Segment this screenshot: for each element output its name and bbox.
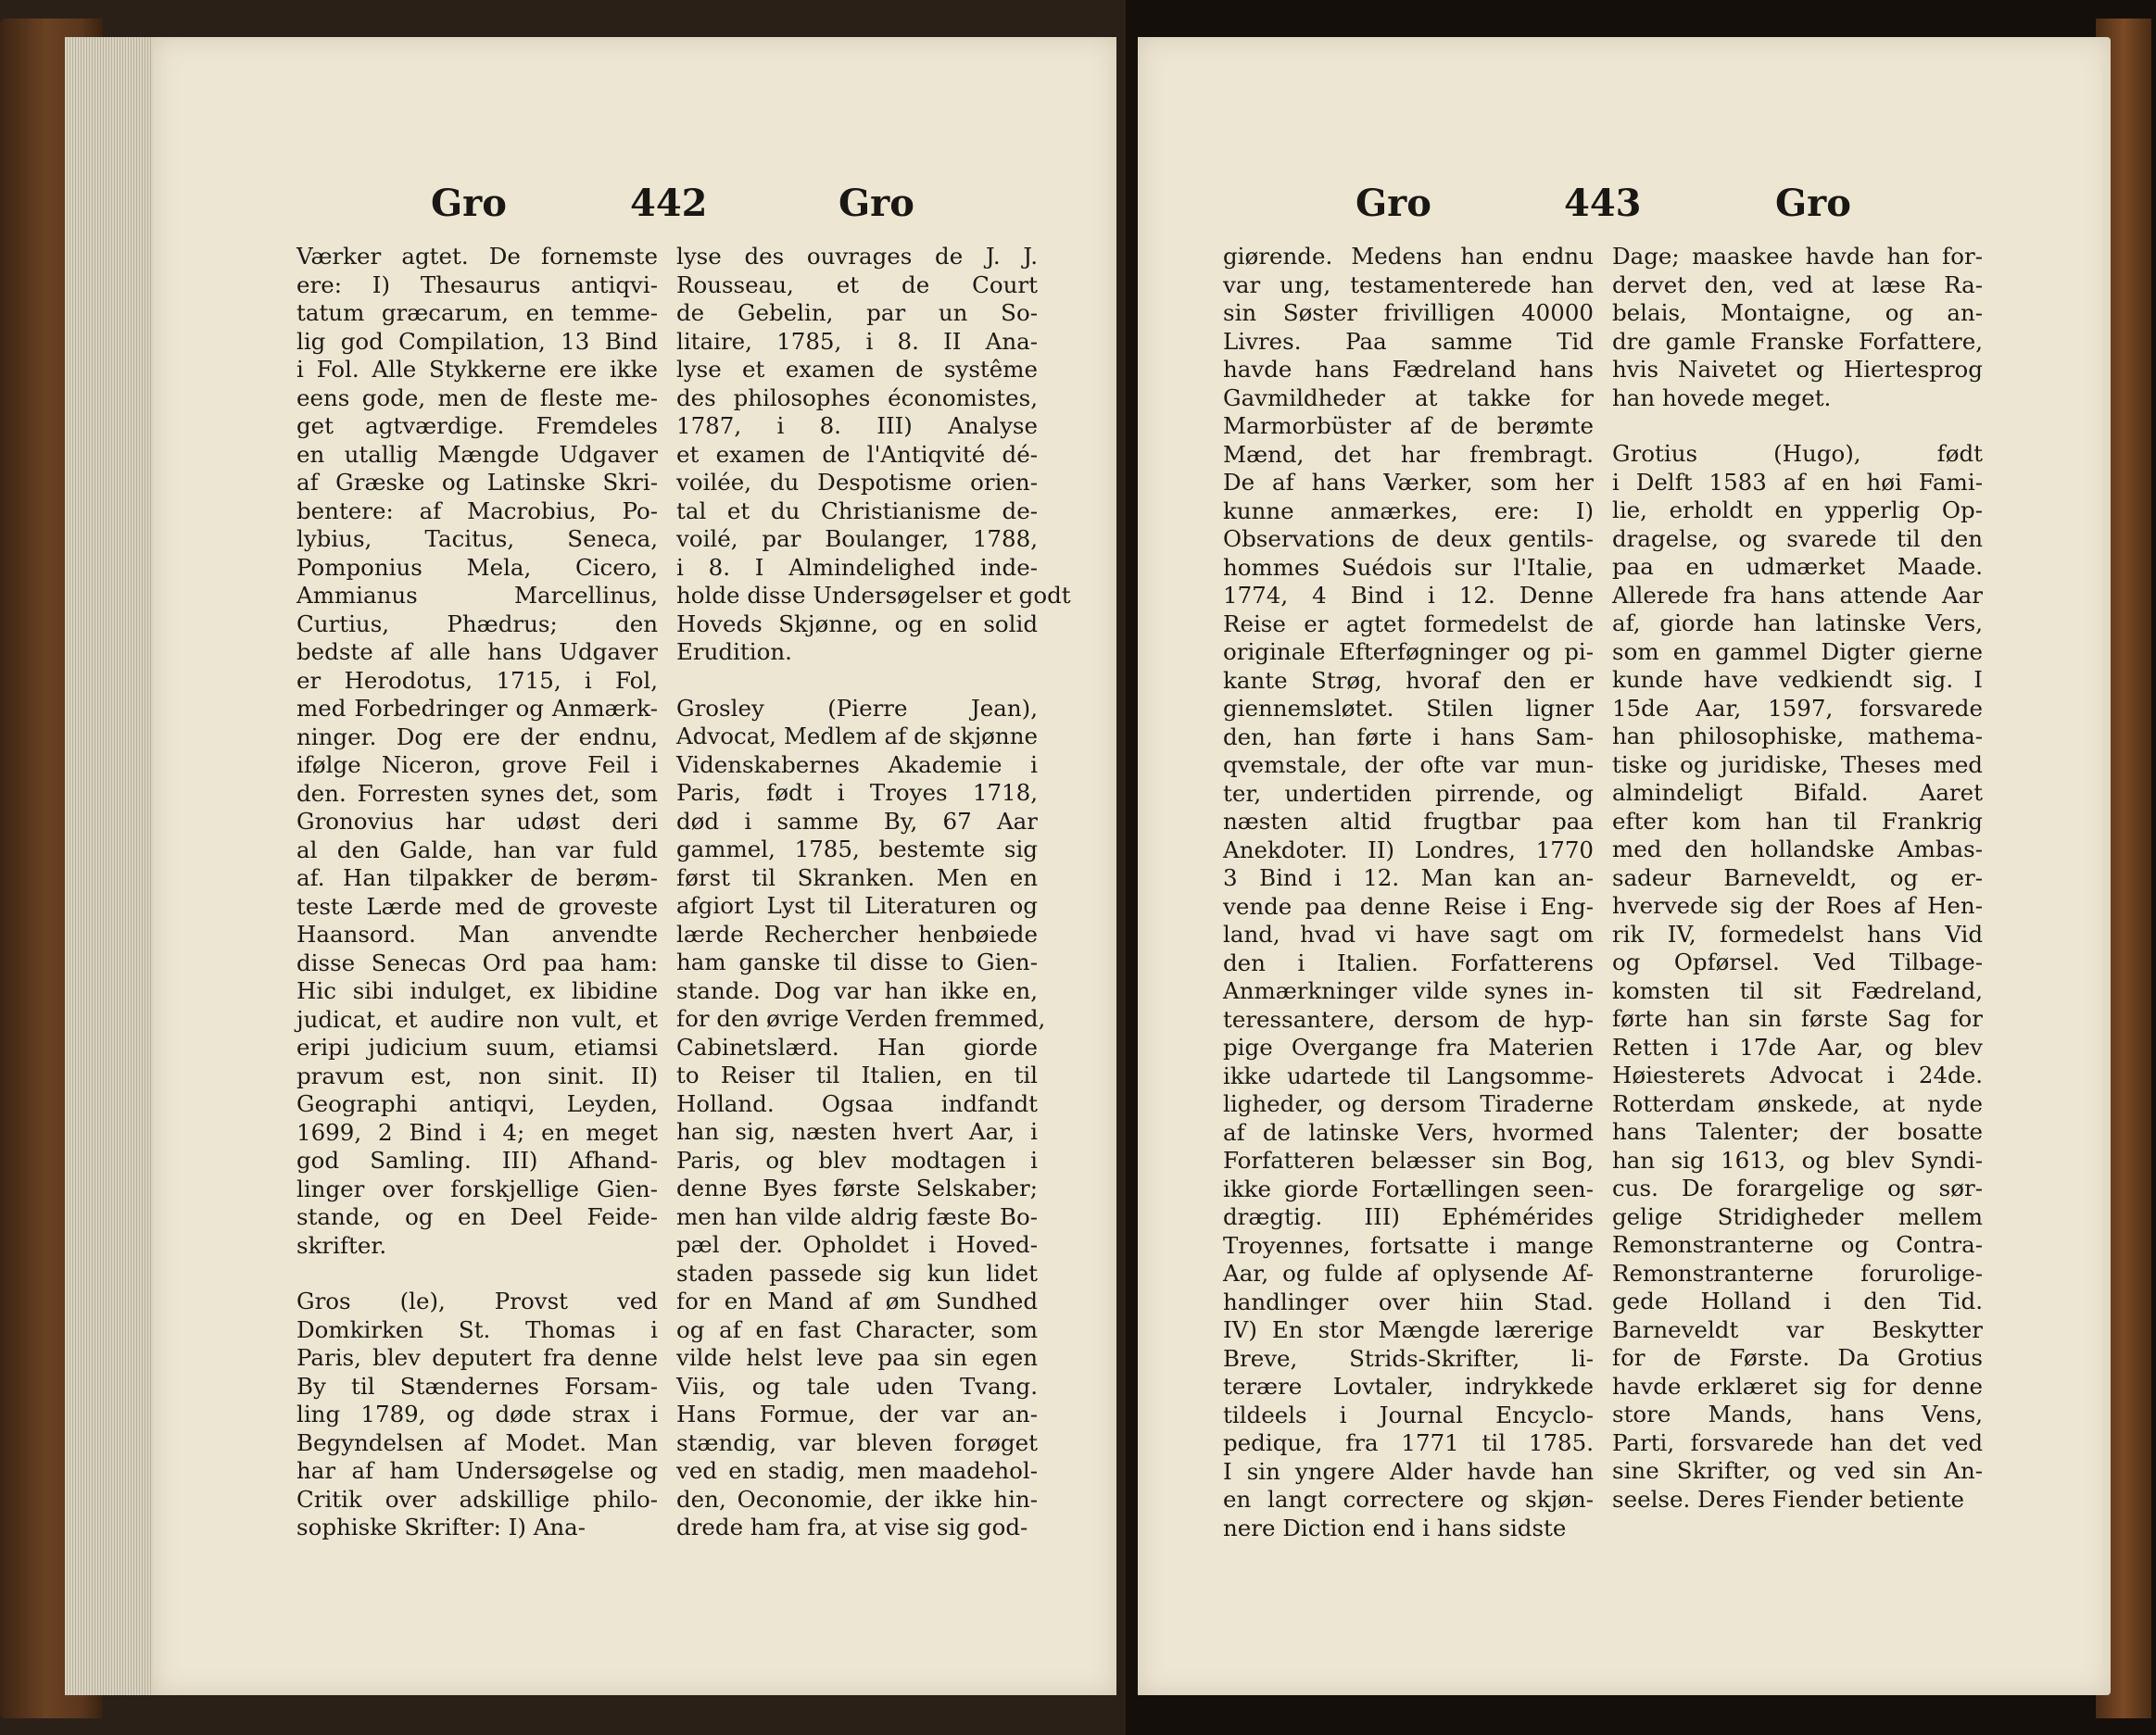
text-line: Aar, og fulde af oplysende Af- bbox=[1223, 1260, 1594, 1287]
text-line: af. Han tilpakker de berøm- bbox=[296, 864, 658, 891]
paragraph bbox=[1612, 440, 1983, 1514]
text-line: pige Overgange fra Materien bbox=[1223, 1034, 1594, 1061]
text-line: Rotterdam ønskede, at nyde bbox=[1612, 1089, 1983, 1117]
text-line: denne Byes første Selskaber; bbox=[676, 1175, 1038, 1201]
text-line: Critik over adskillige philo- bbox=[296, 1485, 658, 1513]
text-line: drede ham fra, at vise sig god- bbox=[676, 1514, 1028, 1540]
header-left-word: Gro bbox=[1355, 182, 1431, 225]
text-line: han sig 1613, og blev Syndi- bbox=[1612, 1146, 1983, 1174]
right-page bbox=[1138, 37, 2111, 1695]
text-line: IV) En stor Mængde lærerige bbox=[1223, 1316, 1594, 1343]
text-line: kante Strøg, hvoraf den er bbox=[1223, 666, 1594, 694]
text-line: et examen de l'Antiqvité dé- bbox=[676, 440, 1038, 468]
text-line: rik IV, formedelst hans Vid bbox=[1612, 920, 1983, 948]
text-line: Gronovius har udøst deri bbox=[296, 808, 658, 835]
text-line: lærde Rechercher henbøiede bbox=[676, 920, 1038, 948]
text-line: 1774, 4 Bind i 12. Denne bbox=[1223, 582, 1594, 609]
text-line: afgiort Lyst til Literaturen og bbox=[676, 892, 1038, 919]
text-line: hvis Naivetet og Hiertesprog bbox=[1612, 356, 1983, 383]
text-line: Rousseau, et de Court bbox=[676, 270, 1038, 298]
page-header bbox=[153, 176, 1116, 241]
text-line: ter, undertiden pirrende, og bbox=[1223, 779, 1594, 807]
text-line: Observations de deux gentils- bbox=[1223, 525, 1594, 552]
text-line: By til Stændernes Forsam- bbox=[296, 1372, 658, 1400]
text-line: havde erklæret sig for denne bbox=[1612, 1372, 1983, 1400]
text-line: kunne anmærkes, ere: I) bbox=[1223, 497, 1594, 524]
text-line: en langt correctere og skjøn- bbox=[1223, 1486, 1594, 1513]
text-line: Paris, og blev modtagen i bbox=[676, 1146, 1038, 1174]
text-line: stande, og en Deel Feide- bbox=[296, 1203, 658, 1230]
text-line: lyse des ouvrages de J. J. bbox=[676, 243, 1038, 270]
text-line: judicat, et audire non vult, et bbox=[296, 1005, 658, 1033]
text-line: og Opførsel. Ved Tilbage- bbox=[1612, 949, 1983, 975]
text-line: giennemsløtet. Stilen ligner bbox=[1223, 695, 1594, 722]
text-line: Retten i 17de Aar, og blev bbox=[1612, 1033, 1983, 1061]
text-line: gammel, 1785, bestemte sig bbox=[676, 836, 1038, 862]
text-line: han philosophiske, mathema- bbox=[1612, 723, 1983, 749]
text-line: stande. Dog var han ikke en, bbox=[676, 976, 1038, 1004]
text-line: Remonstranterne forurolige- bbox=[1612, 1259, 1983, 1287]
text-line: af, giorde han latinske Vers, bbox=[1612, 610, 1983, 636]
text-line: Marmorbüster af de berømte bbox=[1223, 412, 1594, 439]
text-line: originale Efterføgninger og pi- bbox=[1223, 638, 1594, 665]
text-line: i 8. I Almindelighed inde- bbox=[676, 553, 1038, 581]
text-line: Livres. Paa samme Tid bbox=[1223, 327, 1594, 355]
text-line: Dage; maaskee havde han for- bbox=[1612, 243, 1983, 270]
text-line: var ung, testamenterede han bbox=[1223, 270, 1594, 298]
text-line: terære Lovtaler, indrykkede bbox=[1223, 1373, 1594, 1400]
text-line: komsten til sit Fædreland, bbox=[1612, 976, 1983, 1004]
text-line: Grosley (Pierre Jean), bbox=[676, 694, 1038, 722]
text-line: ligheder, og dersom Tiraderne bbox=[1223, 1090, 1594, 1117]
text-line: Holland. Ogsaa indfandt bbox=[676, 1089, 1038, 1117]
text-line: Allerede fra hans attende Aar bbox=[1612, 581, 1983, 609]
text-line: Ammianus Marcellinus, bbox=[296, 582, 658, 609]
text-line: er Herodotus, 1715, i Fol, bbox=[296, 666, 658, 694]
text-line: har af ham Undersøgelse og bbox=[296, 1457, 658, 1484]
text-line: sin Søster frivilligen 40000 bbox=[1223, 299, 1594, 326]
text-line: men han vilde aldrig fæste Bo- bbox=[676, 1202, 1038, 1230]
text-line: Værker agtet. De fornemste bbox=[296, 243, 658, 270]
page-edges-left bbox=[65, 37, 167, 1695]
text-line: ved en stadig, men maadehol- bbox=[676, 1457, 1038, 1484]
text-line: Hic sibi indulget, ex libidine bbox=[296, 977, 658, 1004]
text-line: Erudition. bbox=[676, 638, 792, 665]
text-line: ere: I) Thesaurus antiqvi- bbox=[296, 270, 658, 298]
text-line: og af en fast Character, som bbox=[676, 1315, 1038, 1343]
text-line: ikke giorde Fortællingen seen- bbox=[1223, 1175, 1594, 1202]
text-line: med Forbedringer og Anmærk- bbox=[296, 695, 658, 722]
text-line: lig god Compilation, 13 Bind bbox=[296, 327, 658, 355]
text-line: Remonstranterne og Contra- bbox=[1612, 1231, 1983, 1258]
text-line: 15de Aar, 1597, forsvarede bbox=[1612, 694, 1983, 722]
text-line: Grotius (Hugo), født bbox=[1612, 440, 1983, 467]
text-line: sophiske Skrifter: I) Ana- bbox=[296, 1514, 586, 1540]
text-line: stændig, var bleven forøget bbox=[676, 1428, 1038, 1456]
text-line: med den hollandske Ambas- bbox=[1612, 836, 1983, 862]
text-line: Reise er agtet formedelst de bbox=[1223, 610, 1594, 637]
text-line: den, han førte i hans Sam- bbox=[1223, 723, 1594, 750]
text-line: bentere: af Macrobius, Po- bbox=[296, 497, 658, 524]
text-line: lybius, Tacitus, Seneca, bbox=[296, 525, 658, 552]
text-line: ifølge Niceron, grove Feil i bbox=[296, 751, 658, 778]
text-line: teste Lærde med de groveste bbox=[296, 892, 658, 920]
text-line: 1699, 2 Bind i 4; en meget bbox=[296, 1118, 658, 1146]
paragraph bbox=[296, 243, 658, 1260]
text-column-right bbox=[676, 243, 1071, 1542]
text-line: De af hans Værker, som her bbox=[1223, 469, 1594, 496]
text-line: tal et du Christianisme de- bbox=[676, 497, 1038, 524]
text-line: lie, erholdt en ypperlig Op- bbox=[1612, 497, 1983, 523]
text-line: tildeels i Journal Encyclo- bbox=[1223, 1401, 1594, 1428]
text-line: de Gebelin, par un So- bbox=[676, 299, 1038, 326]
left-page bbox=[153, 37, 1116, 1695]
text-line: store Mands, hans Vens, bbox=[1612, 1401, 1983, 1427]
text-line: af Græske og Latinske Skri- bbox=[296, 469, 658, 496]
text-line: belais, Montaigne, og an- bbox=[1612, 299, 1983, 326]
text-line: ling 1789, og døde strax i bbox=[296, 1401, 658, 1427]
text-line: drægtig. III) Ephémérides bbox=[1223, 1203, 1594, 1230]
text-line: Advocat, Medlem af de skjønne bbox=[676, 723, 1038, 749]
text-line: Domkirken St. Thomas i bbox=[296, 1315, 658, 1343]
text-line: Begyndelsen af Modet. Man bbox=[296, 1428, 658, 1456]
text-line: voilé, par Boulanger, 1788, bbox=[676, 525, 1038, 552]
text-line: get agtværdige. Fremdeles bbox=[296, 412, 658, 439]
text-column-left bbox=[296, 243, 658, 1542]
text-line: dragelse, og svarede til den bbox=[1612, 524, 1983, 552]
text-line: voilée, du Despotisme orien- bbox=[676, 469, 1038, 496]
text-line: hommes Suédois sur l'Italie, bbox=[1223, 553, 1594, 581]
text-line: vende paa denne Reise i Eng- bbox=[1223, 892, 1594, 920]
text-line: eens gode, men de fleste me- bbox=[296, 383, 658, 411]
text-line: sadeur Barneveldt, og er- bbox=[1612, 863, 1983, 891]
text-line: Haansord. Man anvendte bbox=[296, 921, 658, 948]
text-line: giørende. Medens han endnu bbox=[1223, 243, 1594, 270]
text-line: Gros (le), Provst ved bbox=[296, 1288, 658, 1314]
text-line: I sin yngere Alder havde han bbox=[1223, 1457, 1594, 1485]
text-line: Cabinetslærd. Han giorde bbox=[676, 1033, 1038, 1061]
text-line: i Fol. Alle Stykkerne ere ikke bbox=[296, 356, 658, 383]
text-line: Paris, blev deputert fra denne bbox=[296, 1344, 658, 1371]
text-line: førte han sin første Sag for bbox=[1612, 1005, 1983, 1032]
text-line: Gavmildheder at takke for bbox=[1223, 383, 1594, 411]
text-line: den, Oeconomie, der ikke hin- bbox=[676, 1485, 1038, 1513]
text-line: litaire, 1785, i 8. II Ana- bbox=[676, 327, 1038, 355]
text-line: lyse et examen de systême bbox=[676, 356, 1038, 383]
text-line: skrifter. bbox=[296, 1231, 387, 1259]
text-line: Hans Formue, der var an- bbox=[676, 1401, 1038, 1427]
text-line: land, hvad vi have sagt om bbox=[1223, 921, 1594, 948]
text-line: Troyennes, fortsatte i mange bbox=[1223, 1231, 1594, 1259]
page-header bbox=[1138, 176, 2111, 241]
text-line: linger over forskjellige Gien- bbox=[296, 1175, 658, 1202]
page-number: 442 bbox=[630, 182, 708, 225]
text-line: tiske og juridiske, Theses med bbox=[1612, 750, 1983, 778]
text-line: kunde have vedkiendt sig. I bbox=[1612, 666, 1983, 693]
text-line: Viis, og tale uden Tvang. bbox=[676, 1372, 1038, 1400]
text-line: disse Senecas Ord paa ham: bbox=[296, 949, 658, 976]
text-line: Hoveds Skjønne, og en solid bbox=[676, 610, 1038, 637]
text-line: handlinger over hiin Stad. bbox=[1223, 1288, 1594, 1315]
text-line: Geographi antiqvi, Leyden, bbox=[296, 1090, 658, 1117]
text-line: sine Skrifter, og ved sin An- bbox=[1612, 1457, 1983, 1484]
text-line: af de latinske Vers, hvormed bbox=[1223, 1118, 1594, 1146]
text-line: Mænd, det har frembragt. bbox=[1223, 440, 1594, 468]
text-line: som en gammel Digter gierne bbox=[1612, 637, 1983, 665]
text-line: Pomponius Mela, Cicero, bbox=[296, 553, 658, 581]
text-line: havde hans Fædreland hans bbox=[1223, 356, 1594, 383]
text-line: først til Skranken. Men en bbox=[676, 863, 1038, 891]
text-line: nere Diction end i hans sidste bbox=[1223, 1514, 1567, 1541]
text-column-right bbox=[1612, 243, 1983, 1514]
text-line: dre gamle Franske Forfattere, bbox=[1612, 327, 1983, 355]
text-line: al den Galde, han var fuld bbox=[296, 836, 658, 863]
text-line: cus. De forargelige og sør- bbox=[1612, 1175, 1983, 1201]
text-line: pravum est, non sinit. II) bbox=[296, 1062, 658, 1089]
text-line: den. Forresten synes det, som bbox=[296, 779, 658, 807]
text-column-left bbox=[1223, 243, 1594, 1542]
text-line: Videnskabernes Akademie i bbox=[676, 750, 1038, 778]
text-line: teressantere, dersom de hyp- bbox=[1223, 1005, 1594, 1033]
text-line: for en Mand af øm Sundhed bbox=[676, 1288, 1038, 1314]
text-line: ham ganske til disse to Gien- bbox=[676, 949, 1038, 975]
text-line: seelse. Deres Fiender betiente bbox=[1612, 1485, 1965, 1513]
text-line: hvervede sig der Roes af Hen- bbox=[1612, 892, 1983, 919]
text-line: en utallig Mængde Udgaver bbox=[296, 440, 658, 468]
text-line: han sig, næsten hvert Aar, i bbox=[676, 1118, 1038, 1145]
text-line: hans Talenter; der bosatte bbox=[1612, 1118, 1983, 1145]
text-line: ikke udartede til Langsomme- bbox=[1223, 1062, 1594, 1089]
text-line: gede Holland i den Tid. bbox=[1612, 1288, 1983, 1314]
text-line: tatum græcarum, en temme- bbox=[296, 299, 658, 326]
page-number: 443 bbox=[1564, 182, 1642, 225]
text-line: Breve, Strids-Skrifter, li- bbox=[1223, 1344, 1594, 1372]
text-line: Høiesterets Advocat i 24de. bbox=[1612, 1062, 1983, 1088]
paragraph bbox=[1612, 243, 1983, 412]
text-line: han hovede meget. bbox=[1612, 383, 1832, 411]
text-line: almindeligt Bifald. Aaret bbox=[1612, 779, 1983, 806]
text-line: Anmærkninger vilde synes in- bbox=[1223, 977, 1594, 1004]
text-line: 1787, i 8. III) Analyse bbox=[676, 412, 1038, 439]
text-line: i Delft 1583 af en høi Fami- bbox=[1612, 468, 1983, 496]
paragraph bbox=[676, 243, 1071, 667]
text-line: vilde helst leve paa sin egen bbox=[676, 1344, 1038, 1371]
text-line: Curtius, Phædrus; den bbox=[296, 610, 658, 637]
text-line: ninger. Dog ere der endnu, bbox=[296, 723, 658, 750]
text-line: 3 Bind i 12. Man kan an- bbox=[1223, 864, 1594, 891]
text-line: pæl der. Opholdet i Hoved- bbox=[676, 1231, 1038, 1258]
text-line: Paris, født i Troyes 1718, bbox=[676, 779, 1038, 806]
text-line: den i Italien. Forfatterens bbox=[1223, 949, 1594, 976]
paragraph bbox=[1223, 243, 1594, 1542]
text-line: næsten altid frugtbar paa bbox=[1223, 808, 1594, 835]
text-line: efter kom han til Frankrig bbox=[1612, 807, 1983, 835]
text-line: dervet den, ved at læse Ra- bbox=[1612, 270, 1983, 298]
text-line: for de Første. Da Grotius bbox=[1612, 1344, 1983, 1371]
text-line: paa en udmærket Maade. bbox=[1612, 553, 1983, 580]
text-line: Barneveldt var Beskytter bbox=[1612, 1315, 1983, 1343]
text-line: holde disse Undersøgelser et godt bbox=[676, 582, 1071, 609]
text-line: god Samling. III) Afhand- bbox=[296, 1147, 658, 1174]
text-line: død i samme By, 67 Aar bbox=[676, 807, 1038, 835]
header-right-word: Gro bbox=[838, 182, 914, 225]
text-line: bedste af alle hans Udgaver bbox=[296, 638, 658, 665]
paragraph bbox=[676, 694, 1046, 1542]
paragraph bbox=[296, 1288, 658, 1542]
text-line: qvemstale, der ofte var mun- bbox=[1223, 751, 1594, 778]
header-left-word: Gro bbox=[431, 182, 507, 225]
text-line: pedique, fra 1771 til 1785. bbox=[1223, 1429, 1594, 1456]
text-line: Anekdoter. II) Londres, 1770 bbox=[1223, 836, 1594, 863]
text-line: Forfatteren belæsser sin Bog, bbox=[1223, 1147, 1594, 1174]
text-line: for den øvrige Verden fremmed, bbox=[676, 1005, 1046, 1032]
text-line: to Reiser til Italien, en til bbox=[676, 1062, 1038, 1088]
header-right-word: Gro bbox=[1775, 182, 1851, 225]
text-line: Parti, forsvarede han det ved bbox=[1612, 1428, 1983, 1456]
text-line: gelige Stridigheder mellem bbox=[1612, 1202, 1983, 1230]
text-line: eripi judicium suum, etiamsi bbox=[296, 1034, 658, 1061]
text-line: des philosophes économistes, bbox=[676, 383, 1038, 411]
text-line: staden passede sig kun lidet bbox=[676, 1259, 1038, 1287]
